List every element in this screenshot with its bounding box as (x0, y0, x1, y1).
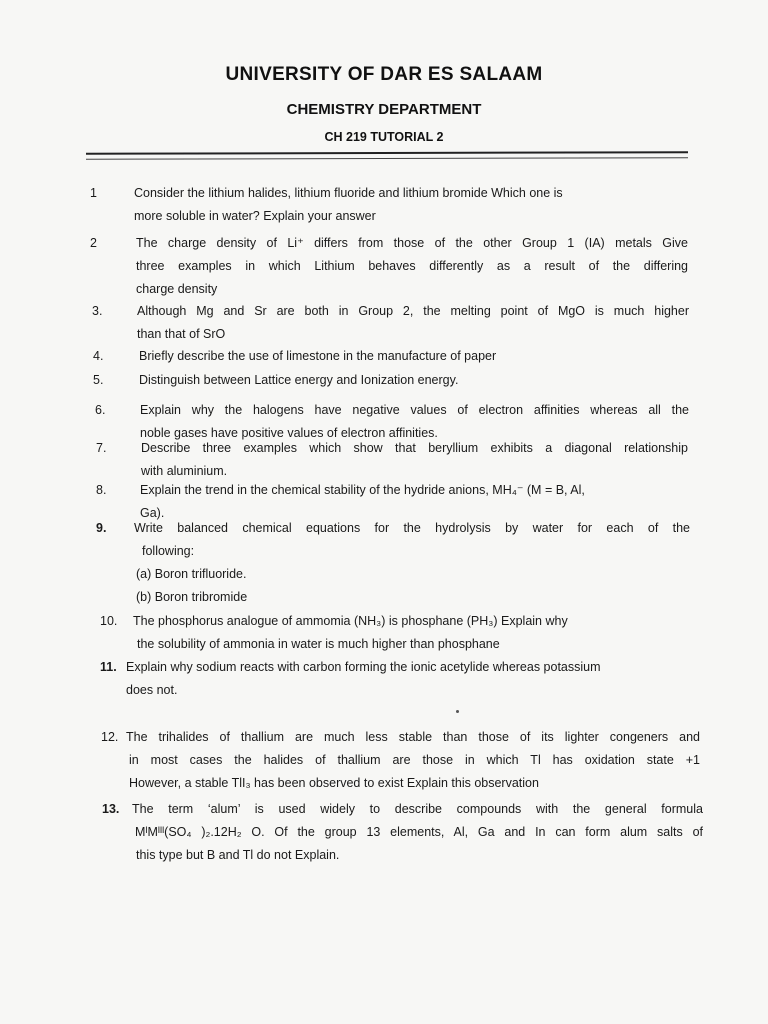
question-number: 4. (93, 349, 104, 363)
question-line: The charge density of Li⁺ differs from those of the other Group 1 (IA) metals Give (136, 236, 688, 250)
header-rule-thin (86, 157, 688, 160)
question-line: MᴵMᴵᴵᴵ(SO₄ )₂.12H₂ O. Of the group 13 elements, Al, Ga and In can form alum salts of (135, 825, 703, 839)
question-line: The term ‘alum’ is used widely to describe compounds with the general formula (132, 802, 703, 816)
question-number: 1 (90, 186, 97, 200)
question-line: Explain why sodium reacts with carbon forming the ionic acetylide whereas potassium (126, 660, 601, 674)
question-number: 2 (90, 236, 97, 250)
question-number: 10. (100, 614, 118, 628)
tutorial-title: CH 219 TUTORIAL 2 (324, 130, 444, 144)
question-line: Explain why the halogens have negative values of electron affinities whereas all the (140, 403, 689, 417)
question-line: Consider the lithium halides, lithium fluoride and lithium bromide Which one is (134, 186, 563, 200)
question-subitem-a: (a) Boron trifluoride. (136, 567, 247, 581)
department-title: CHEMISTRY DEPARTMENT (286, 101, 482, 118)
question-line: Briefly describe the use of limestone in the manufacture of paper (139, 349, 497, 363)
question-line: Although Mg and Sr are both in Group 2, the melting point of MgO is much higher (137, 304, 689, 318)
question-line: Explain the trend in the chemical stability of the hydride anions, MH₄⁻ (M = B, Al, (140, 483, 585, 497)
question-line: However, a stable TlI₃ has been observed to exist Explain this observation (129, 776, 539, 790)
question-line: noble gases have positive values of electron affinities. (140, 426, 438, 440)
question-number: 12. (101, 730, 119, 744)
question-line: with aluminium. (141, 464, 228, 478)
question-number: 3. (92, 304, 103, 318)
question-line: in most cases the halides of thallium are those in which Tl has oxidation state +1 (129, 753, 700, 767)
question-line: Describe three examples which show that beryllium exhibits a diagonal relationship (141, 441, 688, 455)
question-line: following: (142, 544, 195, 558)
question-number: 9. (96, 521, 107, 535)
header-rule-thick (86, 151, 688, 155)
question-number: 13. (102, 802, 120, 816)
question-line: Distinguish between Lattice energy and Ionization energy. (139, 373, 459, 387)
question-number: 8. (96, 483, 107, 497)
question-line: Write balanced chemical equations for the hydrolysis by water for each of the (134, 521, 690, 535)
question-line: The phosphorus analogue of ammomia (NH₃) is phosphane (PH₃) Explain why (133, 614, 568, 628)
question-line: this type but B and Tl do not Explain. (136, 848, 340, 862)
question-line: than that of SrO (137, 327, 226, 341)
question-number: 11. (100, 660, 117, 674)
question-number: 6. (95, 403, 106, 417)
question-line: more soluble in water? Explain your answer (134, 209, 376, 223)
question-line: The trihalides of thallium are much less stable than those of its lighter congeners and (126, 730, 700, 744)
question-number: 5. (93, 373, 104, 387)
question-line: three examples in which Lithium behaves differently as a result of the differing (136, 259, 688, 273)
question-line: charge density (136, 282, 218, 296)
question-number: 7. (96, 441, 107, 455)
question-line: the solubility of ammonia in water is much higher than phosphane (137, 637, 500, 651)
university-title: UNIVERSITY OF DAR ES SALAAM (225, 64, 543, 85)
question-line: does not. (126, 683, 178, 697)
question-subitem-b: (b) Boron tribromide (136, 590, 248, 604)
question-line: Ga). (140, 506, 165, 520)
speck (456, 710, 459, 713)
